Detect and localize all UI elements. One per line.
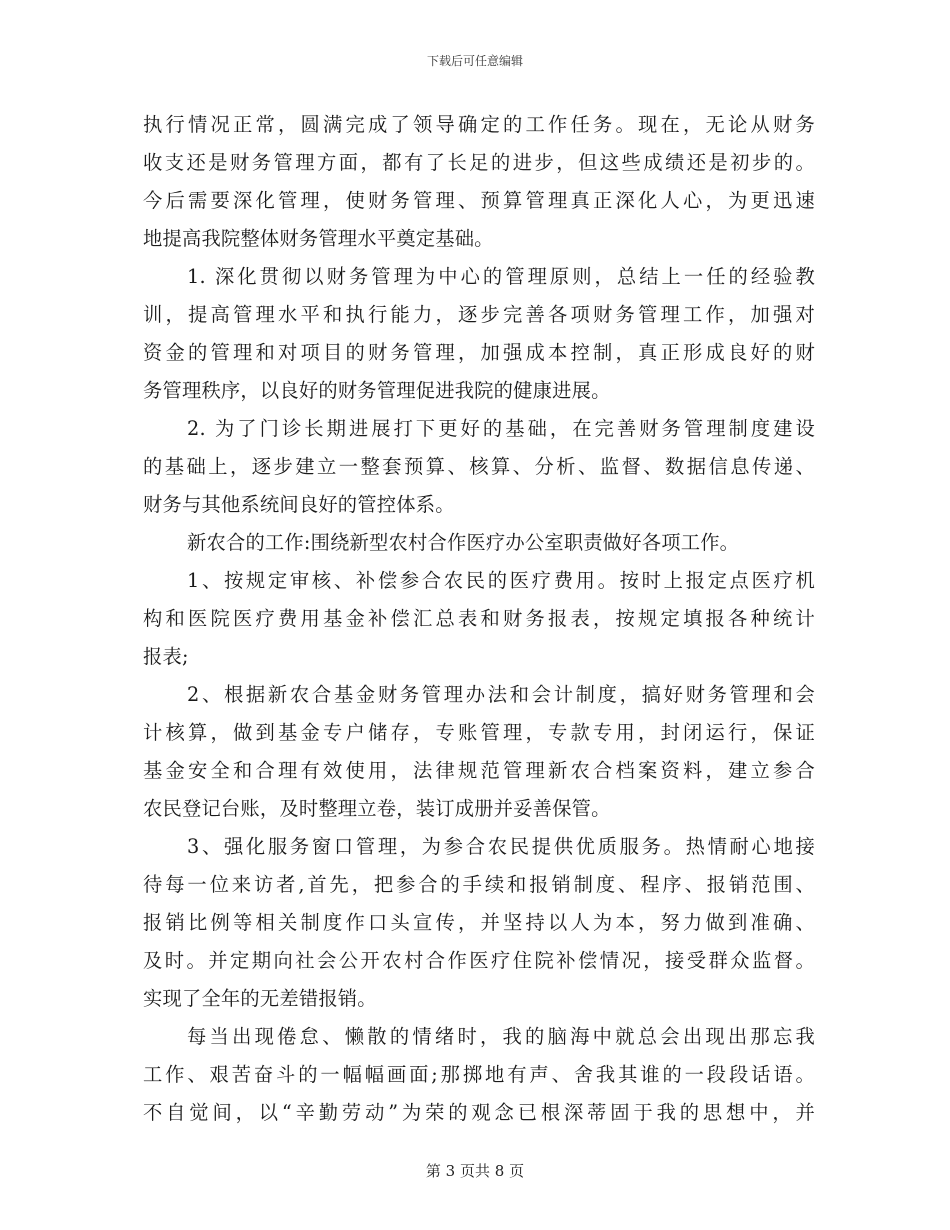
text-line: 务管理秩序，以良好的财务管理促进我院的健康进展。 bbox=[143, 379, 611, 402]
text-line: 资金的管理和对项目的财务管理，加强成本控制，真正形成良好的财 bbox=[143, 341, 815, 364]
text-line: 地提高我院整体财务管理水平奠定基础。 bbox=[143, 227, 494, 250]
text-line: 财务与其他系统间良好的管控体系。 bbox=[143, 493, 455, 516]
text-line: 今后需要深化管理，使财务管理、预算管理真正深化人心，为更迅速 bbox=[143, 189, 815, 212]
text-line: 报销比例等相关制度作口头宣传，并坚持以人为本，努力做到准确、 bbox=[143, 911, 815, 934]
text-line: 基金安全和合理有效使用，法律规范管理新农合档案资料，建立参合 bbox=[143, 759, 815, 782]
text-line: 报表; bbox=[143, 645, 189, 668]
text-line: 3、强化服务窗口管理，为参合农民提供优质服务。热情耐心地接 bbox=[187, 835, 815, 858]
text-line: 待每一位来访者,首先，把参合的手续和报销制度、程序、报销范围、 bbox=[143, 873, 815, 896]
text-line: 新农合的工作:围绕新型农村合作医疗办公室职责做好各项工作。 bbox=[187, 531, 740, 554]
text-line: 的基础上，逐步建立一整套预算、核算、分析、监督、数据信息传递、 bbox=[143, 455, 815, 478]
paragraph bbox=[143, 562, 815, 676]
paragraph bbox=[143, 676, 815, 828]
paragraph bbox=[143, 524, 815, 562]
text-line: 工作、艰苦奋斗的一幅幅画面;那掷地有声、舍我其谁的一段段话语。 bbox=[143, 1063, 815, 1086]
text-line: 农民登记台账，及时整理立卷，装订成册并妥善保管。 bbox=[143, 797, 611, 820]
text-line: 2. 为了门诊长期进展打下更好的基础，在完善财务管理制度建设 bbox=[187, 417, 815, 440]
text-line: 及时。并定期向社会公开农村合作医疗住院补偿情况，接受群众监督。 bbox=[143, 949, 815, 972]
paragraph bbox=[143, 828, 815, 1018]
text-line: 每当出现倦怠、懒散的情绪时，我的脑海中就总会出现出那忘我 bbox=[187, 1025, 815, 1048]
text-line: 不自觉间，以“辛勤劳动”为荣的观念已根深蒂固于我的思想中，并 bbox=[143, 1101, 815, 1124]
text-line: 训，提高管理水平和执行能力，逐步完善各项财务管理工作，加强对 bbox=[143, 303, 815, 326]
text-line: 执行情况正常，圆满完成了领导确定的工作任务。现在，无论从财务 bbox=[143, 113, 815, 136]
paragraph bbox=[143, 106, 815, 258]
text-line: 构和医院医疗费用基金补偿汇总表和财务报表，按规定填报各种统计 bbox=[143, 607, 815, 630]
page-header: 下载后可任意编辑 bbox=[426, 54, 523, 68]
text-line: 实现了全年的无差错报销。 bbox=[143, 987, 377, 1010]
paragraph bbox=[143, 1018, 815, 1132]
text-line: 1、按规定审核、补偿参合农民的医疗费用。按时上报定点医疗机 bbox=[187, 569, 815, 592]
text-line: 1. 深化贯彻以财务管理为中心的管理原则，总结上一任的经验教 bbox=[187, 265, 815, 288]
paragraph bbox=[143, 410, 815, 524]
text-line: 收支还是财务管理方面，都有了长足的进步，但这些成绩还是初步的。 bbox=[143, 151, 815, 174]
text-line: 2、根据新农合基金财务管理办法和会计制度，搞好财务管理和会 bbox=[187, 683, 815, 706]
document-body bbox=[143, 106, 815, 1132]
page-footer: 第 3 页共 8 页 bbox=[425, 1162, 525, 1180]
paragraph bbox=[143, 258, 815, 410]
text-line: 计核算，做到基金专户储存，专账管理，专款专用，封闭运行，保证 bbox=[143, 721, 815, 744]
